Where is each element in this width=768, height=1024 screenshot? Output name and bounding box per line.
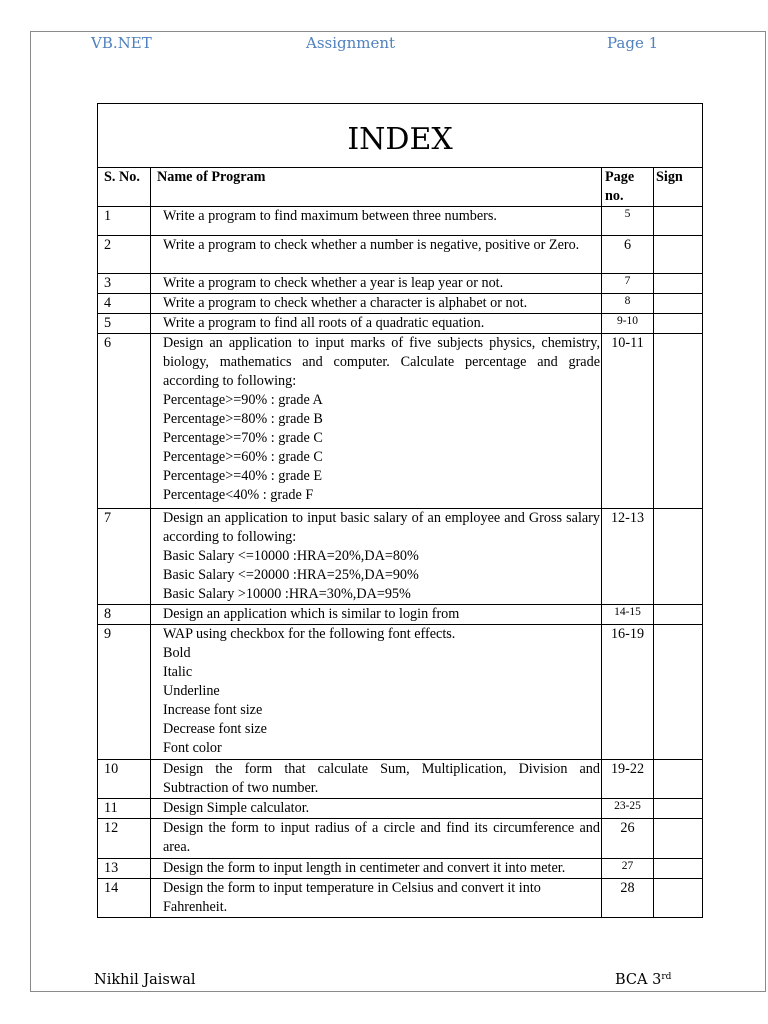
- table-row: [98, 334, 703, 509]
- row-sign: [654, 294, 703, 314]
- footer-author: Nikhil Jaiswal: [94, 972, 196, 988]
- row-sno: 11: [98, 799, 151, 819]
- row-sign: [654, 207, 703, 236]
- row-program: [151, 334, 602, 509]
- row-page-number: 19-22: [602, 760, 654, 799]
- row-program: [151, 859, 602, 879]
- header-page-number: Page 1: [607, 34, 659, 52]
- col-header-sno: S. No.: [98, 168, 151, 207]
- title-row: [98, 104, 703, 168]
- row-sign: [654, 799, 703, 819]
- table-row: [98, 294, 703, 314]
- table-row: [98, 274, 703, 294]
- row-sign: [654, 625, 703, 760]
- row-sign: [654, 274, 703, 294]
- row-page-number: 12-13: [602, 509, 654, 605]
- program-line: Write a program to check whether a year is leap year or not.: [163, 275, 504, 291]
- program-line: Italic: [163, 664, 193, 680]
- row-sign: [654, 509, 703, 605]
- table-row: [98, 605, 703, 625]
- table-row: [98, 625, 703, 760]
- program-line: Percentage<40% : grade F: [163, 487, 314, 503]
- program-line: Design the form to input temperature in Celsius and convert it into Fahrenheit.: [163, 880, 541, 915]
- header-row: [98, 168, 703, 207]
- row-page-number: 14-15: [602, 605, 654, 625]
- program-line: Percentage>=60% : grade C: [163, 449, 323, 465]
- program-line: Percentage>=70% : grade C: [163, 430, 323, 446]
- row-program: [151, 625, 602, 760]
- program-line: Font color: [163, 740, 222, 756]
- row-page-number: 5: [602, 207, 654, 236]
- row-sno: 10: [98, 760, 151, 799]
- row-page-number: 16-19: [602, 625, 654, 760]
- program-line: Write a program to check whether a character is alphabet or not.: [163, 295, 528, 311]
- table-row: [98, 879, 703, 918]
- row-sign: [654, 819, 703, 859]
- row-program: [151, 294, 602, 314]
- row-program: [151, 605, 602, 625]
- index-title: INDEX: [98, 104, 703, 168]
- program-line: Percentage>=90% : grade A: [163, 392, 323, 408]
- program-line: Design the form to input length in centimeter and convert it into meter.: [163, 860, 566, 876]
- row-sign: [654, 236, 703, 274]
- footer-class: [615, 972, 671, 988]
- row-sign: [654, 879, 703, 918]
- program-line: Decrease font size: [163, 721, 267, 737]
- col-header-program: Name of Program: [151, 168, 602, 207]
- table-row: [98, 509, 703, 605]
- index-table: [97, 103, 703, 918]
- program-line: Increase font size: [163, 702, 263, 718]
- row-sno: 2: [98, 236, 151, 274]
- row-sno: 9: [98, 625, 151, 760]
- row-sign: [654, 605, 703, 625]
- row-sno: 3: [98, 274, 151, 294]
- col-header-page: Page no.: [602, 168, 654, 207]
- row-page-number: 10-11: [602, 334, 654, 509]
- row-sign: [654, 760, 703, 799]
- program-line: Bold: [163, 645, 191, 661]
- row-sno: 6: [98, 334, 151, 509]
- row-program: [151, 509, 602, 605]
- row-sno: 12: [98, 819, 151, 859]
- footer-class-text: BCA 3: [615, 972, 662, 988]
- table-row: [98, 314, 703, 334]
- row-sno: 5: [98, 314, 151, 334]
- row-sno: 1: [98, 207, 151, 236]
- program-line: Design the form to input radius of a circle and find its circumference and area.: [163, 820, 600, 855]
- table-row: [98, 236, 703, 274]
- program-line: Basic Salary <=10000 :HRA=20%,DA=80%: [163, 548, 419, 564]
- footer-class-suffix: rd: [661, 972, 672, 982]
- row-page-number: 27: [602, 859, 654, 879]
- program-line: Design the form that calculate Sum, Multiplication, Division and Subtraction of two number.: [163, 761, 600, 796]
- table-row: [98, 859, 703, 879]
- program-line: Design an application to input marks of five subjects physics, chemistry, biology, mathematics and computer. Calculate percentage and grade according to following:: [163, 335, 600, 389]
- row-sno: 4: [98, 294, 151, 314]
- table-row: [98, 819, 703, 859]
- col-header-sign: Sign: [654, 168, 703, 207]
- program-line: Write a program to check whether a number is negative, positive or Zero.: [163, 237, 580, 253]
- row-program: [151, 207, 602, 236]
- row-sign: [654, 334, 703, 509]
- row-sno: 7: [98, 509, 151, 605]
- row-sno: 14: [98, 879, 151, 918]
- row-program: [151, 236, 602, 274]
- row-page-number: 28: [602, 879, 654, 918]
- row-page-number: 7: [602, 274, 654, 294]
- header-title: Assignment: [306, 34, 396, 52]
- program-line: Basic Salary <=20000 :HRA=25%,DA=90%: [163, 567, 419, 583]
- program-line: Basic Salary >10000 :HRA=30%,DA=95%: [163, 586, 411, 602]
- header-subject: VB.NET: [91, 34, 152, 52]
- row-sign: [654, 859, 703, 879]
- row-program: [151, 314, 602, 334]
- program-line: Underline: [163, 683, 220, 699]
- row-sno: 13: [98, 859, 151, 879]
- program-line: Design Simple calculator.: [163, 800, 310, 816]
- row-program: [151, 760, 602, 799]
- row-program: [151, 799, 602, 819]
- row-page-number: 26: [602, 819, 654, 859]
- program-line: Percentage>=80% : grade B: [163, 411, 323, 427]
- program-line: Design an application to input basic salary of an employee and Gross salary according to following:: [163, 510, 600, 545]
- row-page-number: 8: [602, 294, 654, 314]
- program-line: Write a program to find maximum between three numbers.: [163, 208, 497, 224]
- row-program: [151, 819, 602, 859]
- row-program: [151, 879, 602, 918]
- row-sign: [654, 314, 703, 334]
- program-line: Write a program to find all roots of a quadratic equation.: [163, 315, 485, 331]
- table-row: [98, 760, 703, 799]
- program-line: Design an application which is similar to login from: [163, 606, 460, 622]
- program-line: WAP using checkbox for the following font effects.: [163, 626, 456, 642]
- table-row: [98, 799, 703, 819]
- row-page-number: 9-10: [602, 314, 654, 334]
- program-line: Percentage>=40% : grade E: [163, 468, 322, 484]
- row-program: [151, 274, 602, 294]
- row-page-number: 6: [602, 236, 654, 274]
- table-row: [98, 207, 703, 236]
- row-sno: 8: [98, 605, 151, 625]
- row-page-number: 23-25: [602, 799, 654, 819]
